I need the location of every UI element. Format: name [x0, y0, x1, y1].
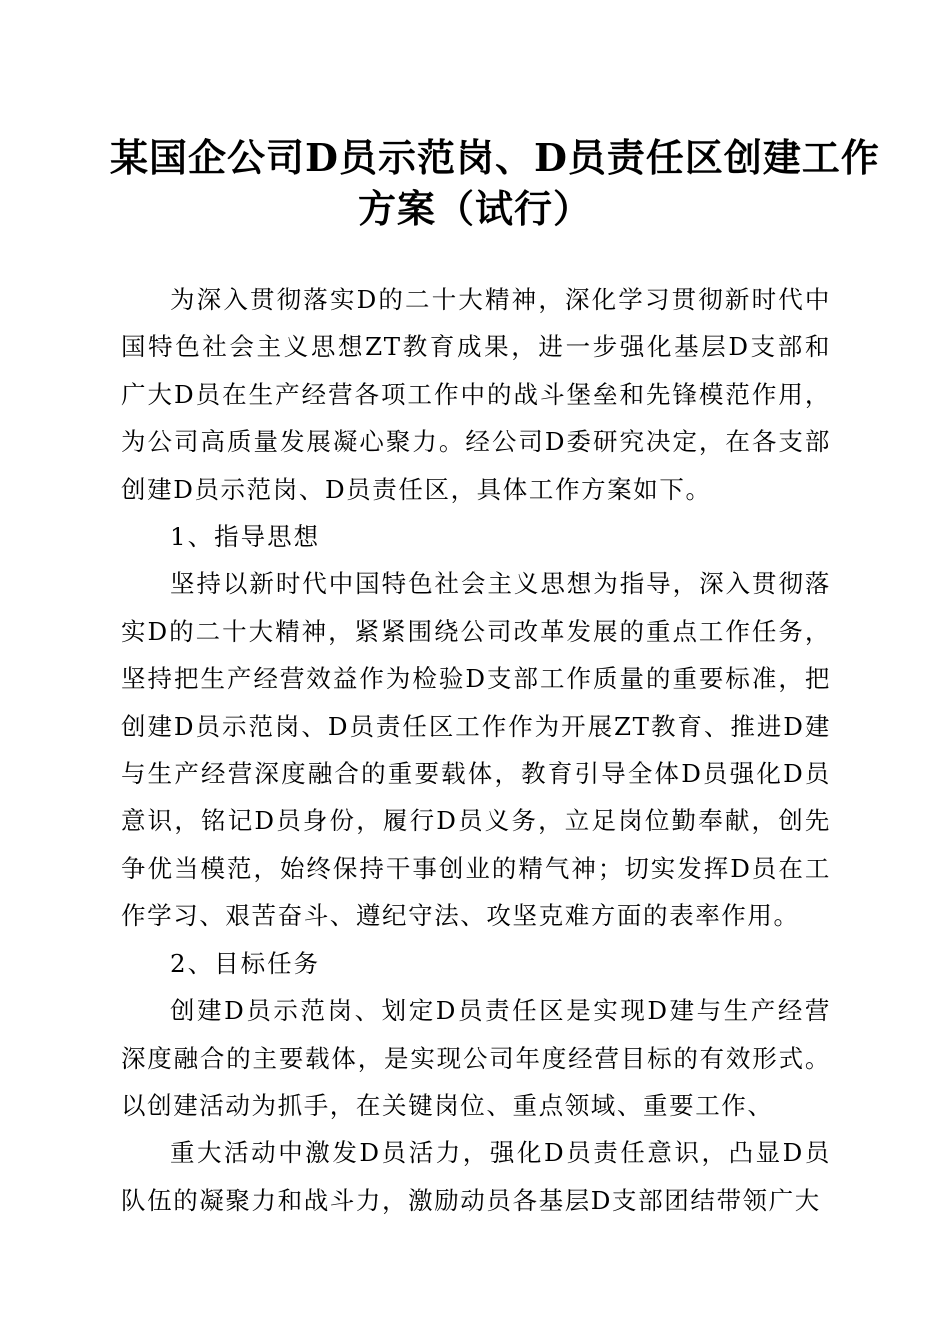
intro-paragraph: 为深入贯彻落实D的二十大精神，深化学习贯彻新时代中国特色社会主义思想ZT教育成果，进一步强化基层D支部和广大D员在生产经营各项工作中的战斗堡垒和先锋模范作用，为公司高质量发展凝心聚力。经公司D委研究决定，在各支部创建D员示范岗、D员责任区，具体工作方案如下。 [121, 285, 831, 504]
section-heading-objectives: 2、目标任务 [170, 948, 321, 978]
objectives-paragraph: 创建D员示范岗、划定D员责任区是实现D建与生产经营深度融合的主要载体，是实现公司年度经营目标的有效形式。以创建活动为抓手，在关键岗位、重点领域、重要工作、 [121, 996, 831, 1120]
objectives-continuation-paragraph: 重大活动中激发D员活力，强化D员责任意识，凸显D员队伍的凝聚力和战斗力，激励动员各基层D支部团结带领广大 [121, 1138, 831, 1215]
document-body [121, 276, 831, 1224]
document-title-line-2: 方案（试行） [357, 186, 592, 231]
section-heading-guiding-ideology: 1、指导思想 [170, 522, 321, 552]
document-title-line-1: 某国企公司D员示范岗、D员责任区创建工作 [110, 135, 880, 180]
guiding-ideology-paragraph: 坚持以新时代中国特色社会主义思想为指导，深入贯彻落实D的二十大精神，紧紧围绕公司改革发展的重点工作任务，坚持把生产经营效益作为检验D支部工作质量的重要标准，把创建D员示范岗、D员责任区工作作为开展ZT教育、推进D建与生产经营深度融合的重要载体，教育引导全体D员强化D员意识，铭记D员身份，履行D员义务，立足岗位勤奉献，创先争优当模范，始终保持干事创业的精气神；切实发挥D员在工作学习、艰苦奋斗、遵纪守法、攻坚克难方面的表率作用。 [121, 569, 831, 931]
